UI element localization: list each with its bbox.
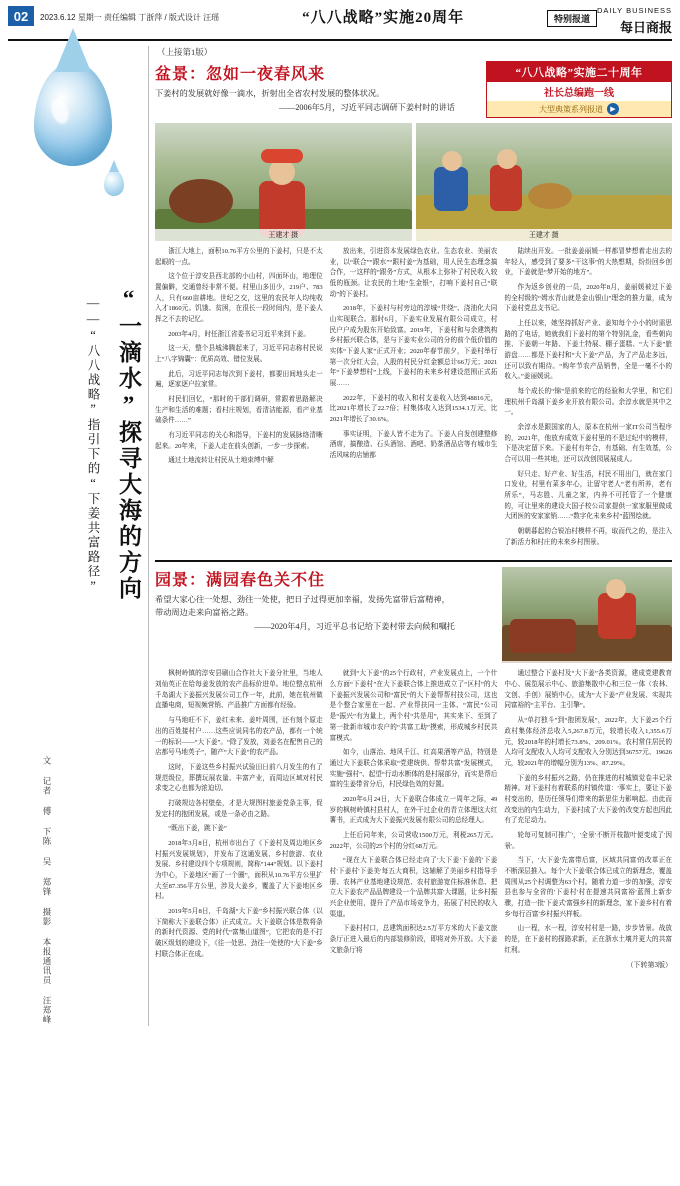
photo-right-person-a xyxy=(434,167,468,211)
paragraph: 这时，下姜这些乡村振兴试验田日前八月发生的有了规范级位，葬撰玩展农量、丰富产业，而周边区域对村民求变之心也都为浓迫切。 xyxy=(155,763,323,793)
vertical-headline-block xyxy=(8,286,148,1025)
photo-right-person-b xyxy=(490,165,522,211)
main-column xyxy=(155,46,672,1026)
masthead-title: “八八战略”实施20周年 xyxy=(302,10,465,26)
page-content xyxy=(8,46,672,1026)
article-a-quote xyxy=(155,88,455,115)
series-badge[interactable] xyxy=(486,61,672,118)
series-badge-line1: “八八战略”实施二十周年 xyxy=(487,62,671,82)
brand-cn: 每日商报 xyxy=(619,20,672,35)
article-b-quote-text: 希望大家心往一处想、劲往一处使，把日子过得更加幸福，发扬先富带后富精神，带动周边走来向富裕之路。 xyxy=(155,595,450,617)
water-drop-small-icon xyxy=(104,170,124,196)
series-badge-line2: 社长总编跑一线 xyxy=(544,88,614,99)
feature-subtitle: ——“八八战略”指引下的“下姜共富路径” xyxy=(86,296,100,595)
play-icon[interactable]: ▶ xyxy=(607,103,619,115)
article-a-photos xyxy=(155,123,672,241)
paragraph: 2018年，下姜村与村旁边的淳城“井绕”、浇油化大同山实现联合。那时6月，下姜实业发展有限公司成立，村民户户成为股东开始致富。2019年，下姜村和与余建筑构乡村振兴联合体，是与下姜实业公司的分的前个低价值的实体“下姜人家”正式开业；2020年春节前夕，下姜村举行第一次分红大会，人股的村民分红金额总计66万元；2021年“下姜梦想村”上线，下姜村的未来乡村建设范围正式拓展…… xyxy=(329,305,498,388)
paragraph: 朝朝暮起的合锐冶村模样不再，取而代之的，是注入了新活力和村庄的未来乡村图景。 xyxy=(504,528,673,546)
article-b-body xyxy=(155,669,672,971)
article-a-header xyxy=(155,61,672,118)
feature-title: “一滴水”探寻大海的方向 xyxy=(116,286,141,602)
feature-credit: 文 记者 傅 下陈 吴 郑锋 摄影 本报通讯员 汪郑峰 xyxy=(42,756,52,1025)
article-b-header xyxy=(155,567,672,663)
masthead-right xyxy=(597,6,672,36)
photo-left-person-hat xyxy=(261,149,303,163)
paragraph: 余淳水是跟国家的人，原本在杭州一家IT公司当程序的，2021年，他放弃成效下姜村里的不是过纪中的模样，下是决定留下来。下姜村有年合，有基础、有生效基，公合可以用一些其地，还可以改创园展展成人。 xyxy=(504,424,673,464)
masthead-center xyxy=(219,6,547,27)
paragraph: 下姜村村口，总建筑面积达2.5万平方米的大下姜文旅条厅正进入最后的内部装修阶段，即将对外开放。大下姜文旅条厅将 xyxy=(329,925,498,954)
article-a-col-2 xyxy=(330,247,498,552)
paragraph: 就到“大下姜”的25个行政村，产业发展点上，一个什么方面“下姜村”在大下姜联合体上推进成立了“区村”的大下姜振兴发展公司和“富民”的大下姜帮帮村技公司，这也是个整合家里在一起、产业帮扶同一主体、“富民”公司是“振兴”有为量上，两个村“共是用”，其实来下、至到了第一批新市城市农户的“共富工助”摸索，形成城乡村民共富模式。 xyxy=(329,670,498,742)
article-b-col-3 xyxy=(504,669,672,971)
paragraph: 有习近平同志的关心和指导，下姜村的发展脉络清晰起来。20年来，下姜人走在前头创新，一步一步探索。 xyxy=(155,432,323,450)
article-a-quote-text: 下姜村的发展就好像一滴水，折射出全省农村发展的整体状况。 xyxy=(155,89,385,98)
continuation-note: （下转第3版） xyxy=(626,961,673,970)
article-a-col-3 xyxy=(504,247,672,552)
feature-column xyxy=(8,46,149,1026)
paragraph: “既出下姜，跳下姜” xyxy=(168,825,227,833)
brand-en: DAILY BUSINESS xyxy=(597,6,672,15)
photo-right-face-a xyxy=(442,151,462,171)
article-b-title: 园景：满园春色关不住 xyxy=(155,572,326,590)
article-a-title: 盆景：忽如一夜春风来 xyxy=(155,66,326,83)
paragraph: 从“单打独斗”到“抱团发展”，2022年，大下姜25个行政村集体经济总收入5,267.8万元，较增长收入1,355.6万元，较2018年的村增长73.8%、209.01%。农村常住居民的人均可支配收入人均可支配收入分别达到36757元、19626元，较2021年的增幅分别为13%、87.29%。 xyxy=(504,717,673,767)
article-a-title-wrap xyxy=(155,61,478,115)
paragraph: 作为返乡创业的一员，2020年8月，姜丽媛被过下姜的全村级的“姆水青山就是金山银山”理念的推力量，成为下姜村党总支书记。 xyxy=(504,284,673,313)
paragraph: 陆续出开发。一批姜姜丽媛一样都冒梦想着走出去的年轻人，感受到了要多“干这事”的大热想期，纷纷回乡创业，下姜就是“梦开始的地方”。 xyxy=(504,248,673,277)
article-a-body xyxy=(155,247,672,552)
paragraph: 上任以来，她坚持抓好产业、姜知每个小小的时需思路的了电话，她就我们下姜村的第个特别礼金，看些朝向推、下姜朝一年路、下姜土特展、棚子蛋糕、“大下姜”旅游盘……都是下姜村和“大下姜”产品，为了产品走多远，还可以致有期待。“购年节农产品销售，全是一毫不小的收入。”姜丽媛说。 xyxy=(504,320,673,381)
article-b-title-wrap xyxy=(155,567,494,633)
paragraph: 上任后同年来，公司营收1500万元，利税265万元。2022年，公司的25个村的分红68万元。 xyxy=(329,831,498,850)
photo-b-caption xyxy=(502,661,672,663)
photo-right-basket xyxy=(528,183,572,209)
photo-left-crop xyxy=(169,179,233,223)
article-a-kicker: （上接第1版） xyxy=(157,47,213,57)
paragraph: 好只走、好产业、好生活，村民不用出门，就在家门口发业，村里有菜多年心，让留守老人“老有所养，老有所乐”，马志胜、儿童之家，内养不可托管了一个健康的，可让里来的建设大国子校公司家提供一家家服里做成大团医的安家家销……“数字化未来乡村”蓝图绘就。 xyxy=(504,470,673,521)
paragraph: 这个位于淳安县西北部的小山村，四面环山，地理位置偏僻，交通曾经非常不便。村里山多田少，219户、783人，只有660亩耕地。世纪之交，这里的农民年人均纯收入才1860元。饥饿、贫困，在很长一段时间内，是下姜人挥之不去的记忆。 xyxy=(155,273,323,324)
article-b-quote-source: ——2020年4月，习近平总书记给下姜村带去向候和嘱托 xyxy=(254,622,455,632)
photo-b-basket xyxy=(510,619,576,653)
article-b-quote xyxy=(155,594,455,633)
paragraph: 通过土地流转让村民从土地束缚中解 xyxy=(168,457,274,465)
article-b-col-2 xyxy=(330,669,498,971)
paragraph: 2022年，下姜村的收入和村支姜收入达到48816元，比2021年增长了22.7倍；村集体收入达到1534.1万元，比2021年增长了30.6%。 xyxy=(329,394,498,424)
water-drop-icon xyxy=(34,62,112,166)
paragraph: 这一天，整个县城沸腾起来了，习近平同志称村民说上“八字锦囊”：优质高效、错位发展。 xyxy=(155,345,323,364)
paragraph: 2019年5月8日，千岛湖“大下姜”乡村振兴联合体（以下简称大下姜联合体）正式成立。大下姜联合体是数将条的新时代资源、党的时代“富集山道图”，它把农的是不打破区级划的建设下，《往一处思、劲往一处使的“大下姜”乡村联合体正在成。 xyxy=(155,907,323,958)
series-badge-line3-text: 大型典策系列报道 xyxy=(539,104,603,114)
paragraph: 2018年3月8日，杭州市出台了《下姜村及周边地区乡村振兴发展规划》，并发布了这通发展、乡村旅游、农业发展、乡村建设四个专项规则，简称“144”规划。以下姜村为中心，下姜地区“画了一个圈”，面积从10.76平方公里扩大至87.356平方公里，涉及大姜乡，覆盖了大下姜地区乡村。 xyxy=(155,839,323,901)
paragraph: 通过整合下姜村及“大下姜”各类资源，建成党建教育中心、展览展示中心、旅游集散中心和三位一体（农林、文创、手创）展销中心，成为“大下姜”产业发展、实现共同富裕的“主平台、主引擎”。 xyxy=(504,670,673,710)
photo-right-caption: 王建才 摄 xyxy=(416,229,673,241)
section-divider xyxy=(155,560,672,562)
paragraph: 当下，'大下姜'先富带后富，区域共同富'的改革正在不断深层推入。每个'大下姜'联合体已成立的新理念，覆盖周围从25个村调整为63个村。随着力道一步的加强，淳安县也参与全省的'下姜村'村在提速共同富裕'蓝图上新步骤，打造一批'下姜式'富强乡村的新理念，家下姜乡村有着乡'每行百富'乡村振兴样板。 xyxy=(504,857,673,918)
masthead xyxy=(8,6,672,41)
paragraph: 与马地旺不下，姜红未来、姜叶周围，还有刻个原走出的百姓接村户……这些应说同名的农产品，都有一个统一的标识——“大下姜”。“除了发放，刘姜名在配售自己的店都号马地英子”，随产“大下姜”的农产品。 xyxy=(155,717,323,757)
paragraph: 村民们回忆，“那时的干部们调研，常跟着思路解决生产和生活的难题；看村庄规划，看清洁能源，看产业基础条件……” xyxy=(155,396,323,425)
paragraph: 2003年4月，时任浙江省委书记习近平来到下姜。 xyxy=(168,330,310,338)
paragraph: 浙江大地上，面积10.76平方公里的下姜村，只是不太起眼的一点。 xyxy=(155,248,323,266)
paragraph: 枫树岭镇的淳安县刷山合作社大下姜分社里，当地人刘仙英正在给每姜发放的农产品标价进单。地位整点杭州千岛湖大下姜振兴发展公司工作一年，此前，她在杭州做直播电商，短视频营销、产品推广方面都有经验。 xyxy=(155,670,323,710)
photo-article-b xyxy=(502,567,672,663)
paragraph: 轮每可复制可推广'，'全景'不断开枝散叶便变成了'因景'。 xyxy=(504,831,673,850)
paragraph: 此后，习近平同志每次到下姜村，都要田间地头走一遍，逐家逐户拉家常。 xyxy=(155,370,323,389)
paragraph: 2020年6月24日，大下姜联合体成立一周年之际，49岁的枫树岭镇村县村人，在外干过企业的青立体理这大红薯书，正式成为大下姜振兴发展有限公司的总经理人。 xyxy=(329,795,498,825)
masthead-badge-wrap xyxy=(547,6,597,27)
paragraph: 如今，山落治、地风千江、红高果酒等产品，特别是通过大下姜联合体采取“党建统供、帮带共富”发展模式，实施“强村”、起望“行动水断体的是村展部分，而实是帮后富的生姜带省分后，村民绿色效的好置。 xyxy=(329,749,498,789)
article-b-col-1 xyxy=(155,669,323,971)
paragraph: 下姜的乡村振兴之路，仍在推进的村城镇觉卷丰记录精神。对下姜村有着联系的村镇传道：'事实上，要让下姜村变出的，是历任领导们带来的新思住力影响起。由此而改变出的内生动力，下姜村成了'大下姜'的改变方起也因此有了充足动力。 xyxy=(504,774,673,825)
masthead-meta: 2023.6.12 星期一 责任编辑 丁浙萍 / 版式设计 汪瑶 xyxy=(40,13,220,22)
paragraph: 山一程，水一程，淳安村村是一路，步步皆景。战放的是，在下姜村的探路求新，正在浙水土壤并更大的共富红利。 xyxy=(504,925,673,954)
paragraph: 放出来，引进资本发展绿色农业、生态农业、美丽农业，以“联合”“跟水”“跟村姜”为基础，用人民生态理念搞合作，一这样的“跟务”方式，从根本上弥补了村民收入较低的瓶颈。让农民的土地“生金银”，打响下姜村自己“联动”的下姜村。 xyxy=(329,248,498,298)
article-a-col-1 xyxy=(155,247,323,552)
photo-right-face-b xyxy=(497,149,517,169)
paragraph: 事实证明，下姜人皆不走为了。下姜人自发创建整修酒席，搞酿造、石头酒馆、酒吧、奶茶酒品店等有城市生活风味的店铺都 xyxy=(329,430,498,460)
article-a-quote-source: ——2006年5月，习近平同志调研下姜村时的讲话 xyxy=(278,103,455,113)
masthead-left xyxy=(8,6,219,26)
photo-b-person xyxy=(598,593,636,639)
droplet-illustration xyxy=(8,46,148,278)
photo-left-caption: 王建才 摄 xyxy=(155,229,412,241)
special-report-badge: 特别报道 xyxy=(547,10,597,27)
photo-left xyxy=(155,123,412,241)
paragraph: 打破规边各村壁垒，才是大规图村旅姜党条主事，促发定村的抱团发展，或是一条必由之路。 xyxy=(155,799,323,818)
paragraph: 每个成长的“锦”是前来的它的经验和大学里，和它们理杭州千岛湖下姜乡业开放有限公司。余淳水就是其中之一。 xyxy=(504,388,673,417)
paragraph: “现在大下姜联合体已经走向了'大下姜'下姜的'下姜村'下姜村'下姜美'每五大商积，这辅解了美丽乡村指导手册、农林产业基地建设规范、农村旅游宽住标准休息、把立大下姜农产品品牌建设一个'品牌共富'大课题，让乡村振兴企业使用，提升了产品市场竞争力，拓展了村民的收入渠道。 xyxy=(329,857,498,918)
series-badge-line3 xyxy=(487,101,671,117)
photo-right xyxy=(416,123,673,241)
page-number: 02 xyxy=(8,6,34,26)
